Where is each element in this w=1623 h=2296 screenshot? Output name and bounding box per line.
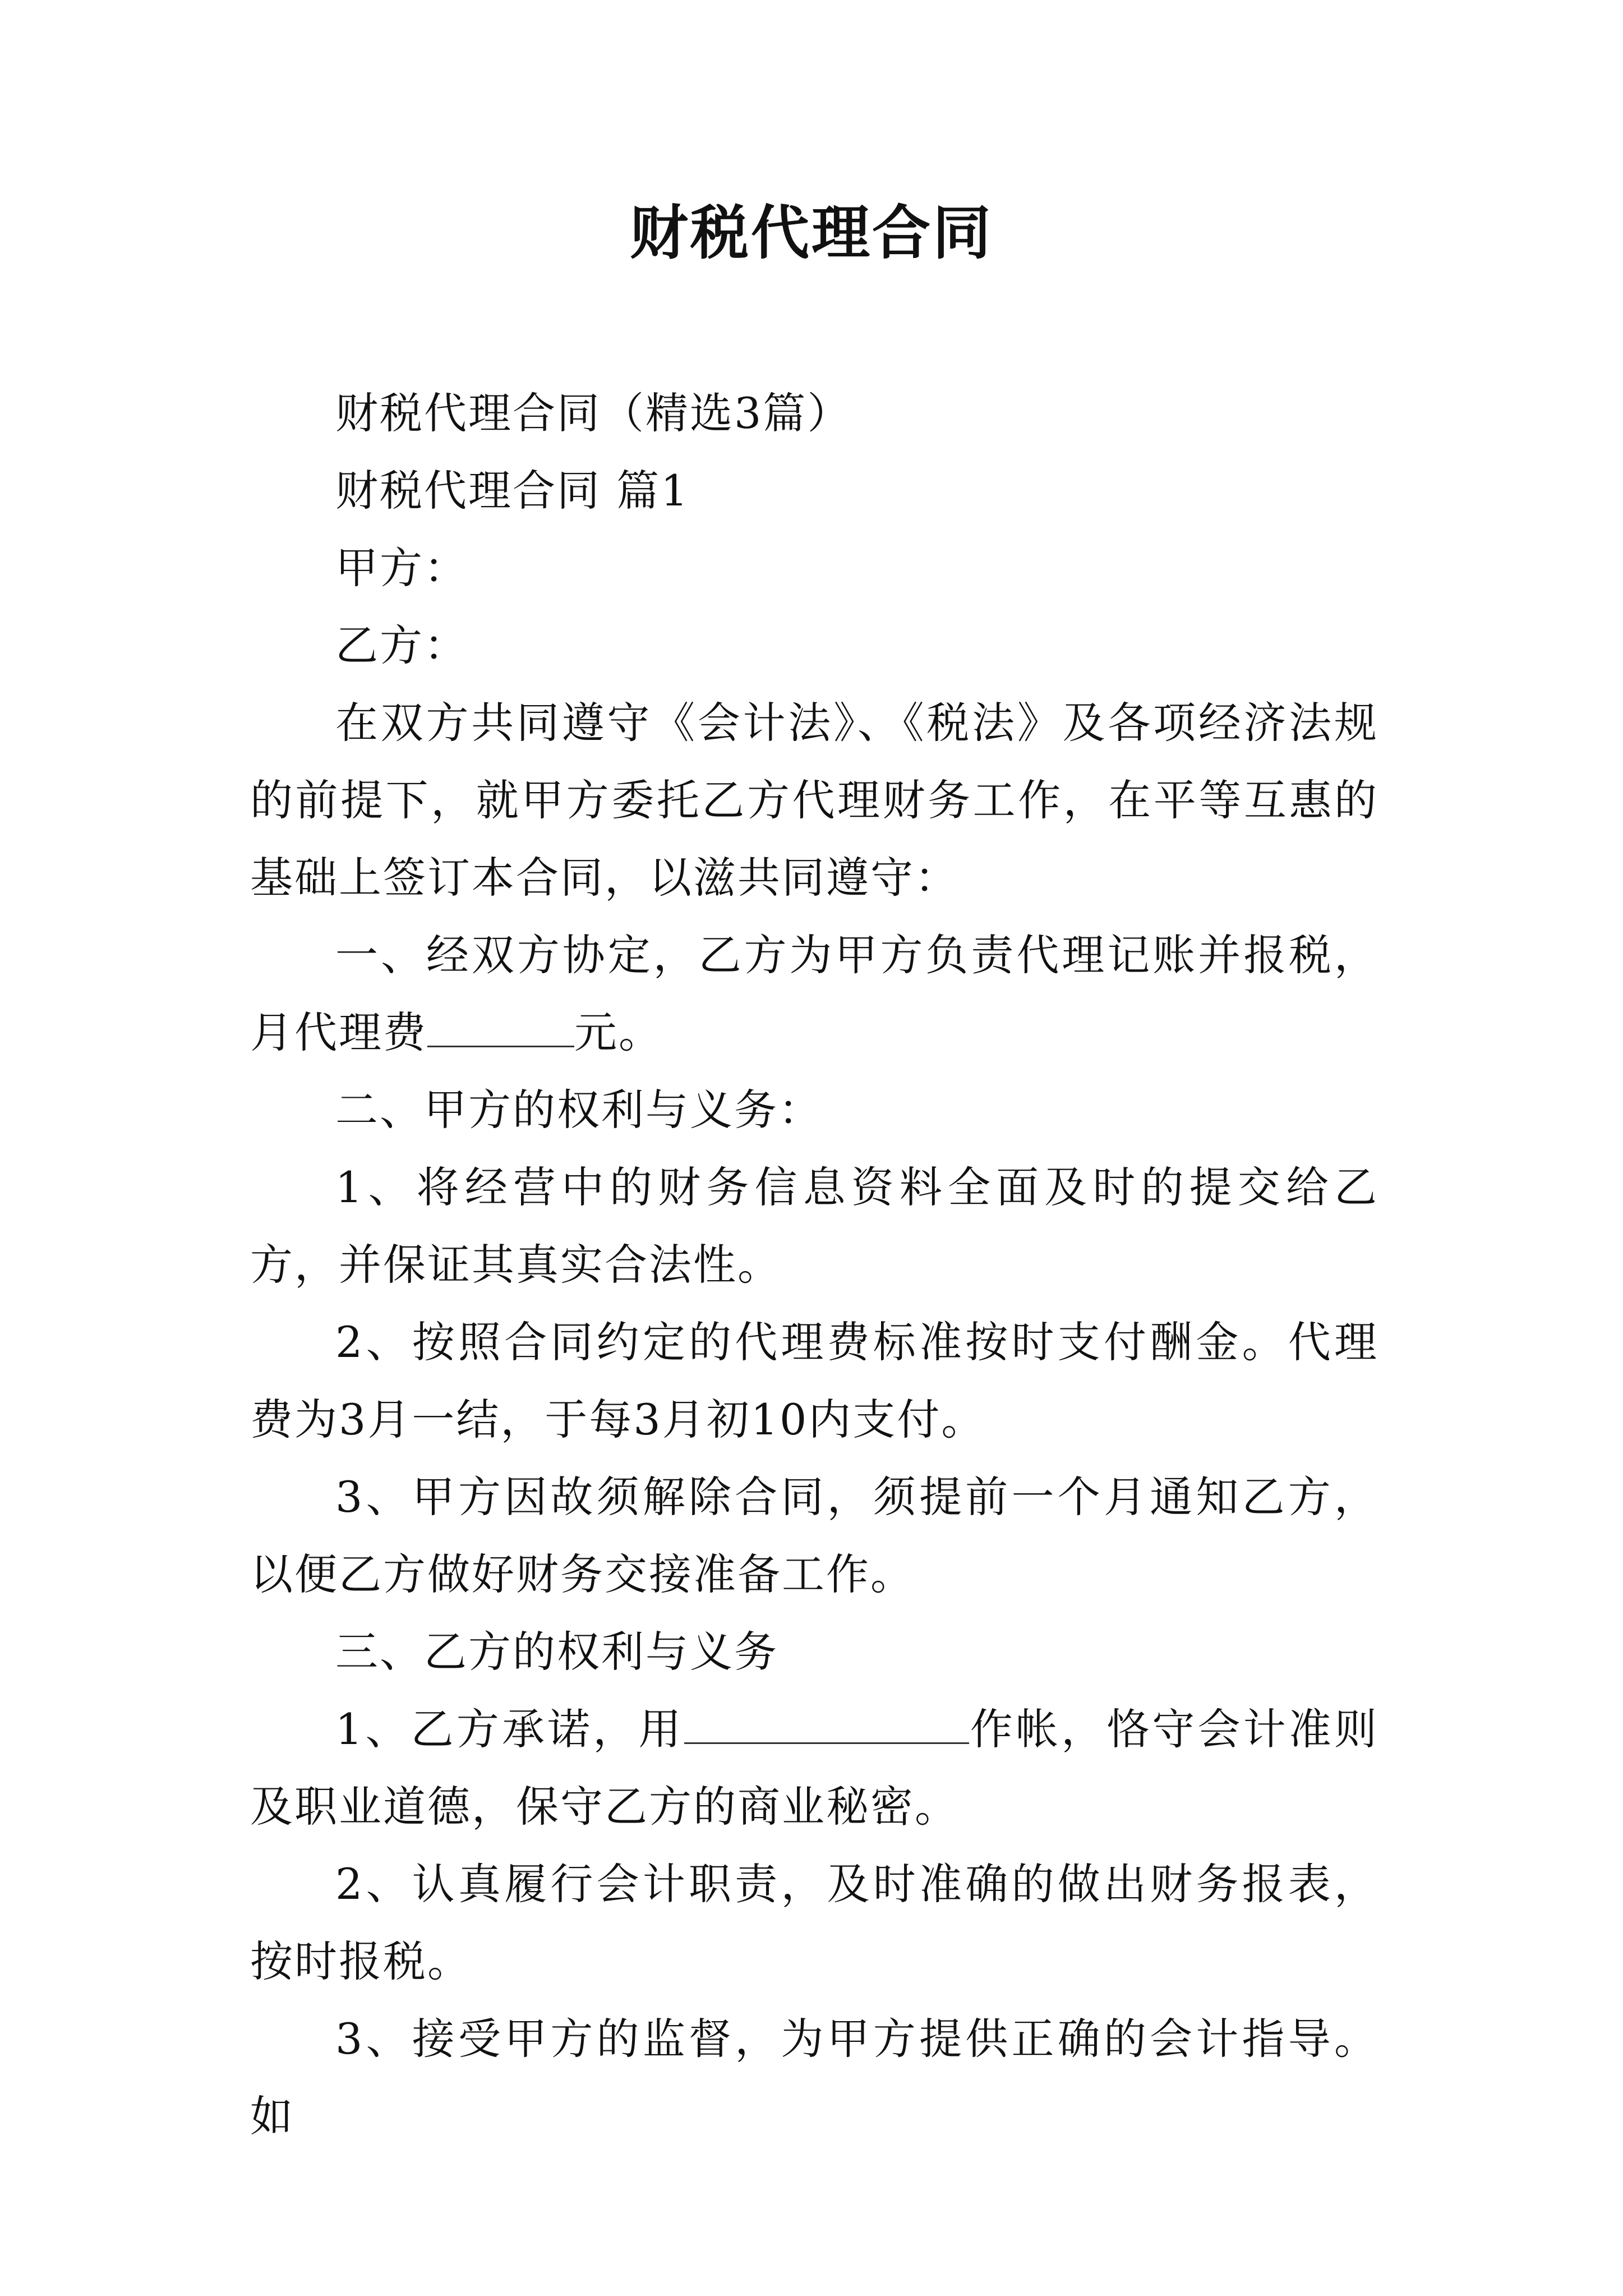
document-body	[250, 375, 1378, 2155]
party-b-line: 乙方：	[335, 620, 468, 670]
clause-1-agency-fee	[250, 917, 1378, 1071]
preamble-paragraph: 在双方共同遵守《会计法》、《税法》及各项经济法规的前提下，就甲方委托乙方代理财务工作，在平等互惠的基础上签订本合同，以滋共同遵守：	[250, 698, 1378, 903]
clause-1-text-after: 元。	[574, 1007, 663, 1057]
clause-3-heading: 三、乙方的权利与义务	[335, 1627, 778, 1677]
clause-1-text-before: 一、经双方协定，乙方为甲方负责代理记账并报税，月代理费	[250, 930, 1378, 1057]
fee-amount-blank	[427, 1010, 574, 1047]
clause-2-item-2: 2、按照合同约定的代理费标准按时支付酬金。代理费为3月一结，于每3月初10内支付。	[250, 1317, 1378, 1444]
clause-2-item-3: 3、甲方因故须解除合同，须提前一个月通知乙方，以便乙方做好财务交接准备工作。	[250, 1472, 1378, 1599]
clause-3-item-3: 3、接受甲方的监督，为甲方提供正确的会计指导。如	[250, 2014, 1378, 2141]
clause-2-item-1: 1、将经营中的财务信息资料全面及时的提交给乙方，并保证其真实合法性。	[250, 1162, 1378, 1290]
clause-2-heading: 二、甲方的权利与义务：	[335, 1085, 823, 1135]
clause-3-item-2: 2、认真履行会计职责，及时准确的做出财务报表，按时报税。	[250, 1859, 1378, 1986]
section-heading-part-1: 财税代理合同 篇1	[335, 466, 690, 516]
accounting-standard-blank	[684, 1706, 969, 1744]
subtitle-line: 财税代理合同（精选3篇）	[335, 388, 852, 438]
clause-3-item-1	[250, 1691, 1378, 1846]
document-title: 财税代理合同	[629, 199, 993, 267]
party-a-line: 甲方：	[335, 543, 468, 593]
clause-3-item-1-text-before: 1、乙方承诺，用	[335, 1704, 684, 1754]
clause-3-item-1-text-after: 作帐，恪守会计准则及职业道德，保守乙方的商业秘密。	[250, 1704, 1379, 1832]
